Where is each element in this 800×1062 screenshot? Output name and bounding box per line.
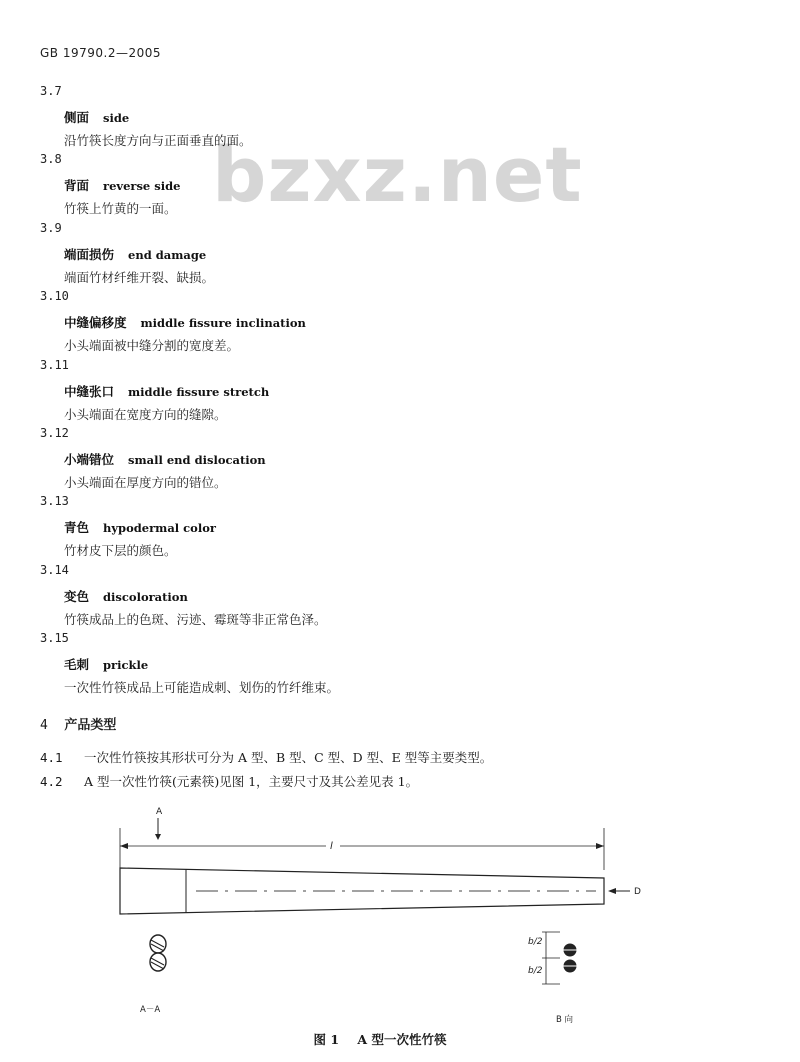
term-heading	[64, 518, 216, 536]
label-view-b: B 向	[556, 1015, 574, 1025]
clause-number: 4.2	[40, 774, 63, 789]
term-entry	[40, 494, 760, 562]
term-en: hypodermal color	[103, 521, 216, 536]
dim-label-bg	[326, 838, 340, 852]
term-definition: 竹筷上竹黄的一面。	[64, 201, 177, 217]
term-heading	[64, 108, 129, 126]
dim-arrow-right	[596, 843, 604, 849]
label-a-top: A	[156, 807, 163, 817]
term-en: small end dislocation	[128, 452, 266, 467]
term-en: discoloration	[103, 589, 188, 604]
dim-arrow-left	[120, 843, 128, 849]
term-heading	[64, 313, 306, 331]
term-definition: 一次性竹筷成品上可能造成刺、划伤的竹纤维束。	[64, 680, 340, 696]
term-number: 3.8	[40, 152, 62, 167]
term-heading	[64, 245, 206, 263]
term-en: middle fissure inclination	[140, 316, 306, 331]
term-definition: 小头端面在厚度方向的错位。	[64, 474, 227, 490]
term-definition: 小头端面在宽度方向的缝隙。	[64, 406, 227, 422]
term-entry	[40, 289, 760, 357]
term-entry	[40, 358, 760, 426]
section-a-a-view	[150, 935, 166, 971]
term-entry	[40, 426, 760, 494]
term-heading	[64, 176, 180, 194]
term-en: side	[103, 111, 130, 125]
clause-number: 4.1	[40, 750, 63, 765]
term-entry	[40, 631, 760, 699]
term-zh: 背面	[64, 178, 90, 194]
term-en: middle fissure stretch	[128, 384, 270, 399]
term-entry	[40, 84, 760, 152]
term-entry	[40, 152, 760, 220]
term-en: end damage	[128, 247, 207, 262]
term-number: 3.7	[40, 84, 62, 98]
term-number: 3.13	[40, 494, 69, 509]
term-definitions	[40, 84, 760, 700]
label-d: D	[634, 887, 641, 897]
view-b	[528, 932, 577, 984]
term-heading	[64, 450, 266, 468]
term-definition: 竹筷成品上的色斑、污迹、霉斑等非正常色泽。	[64, 611, 327, 627]
standard-number: GB 19790.2—2005	[40, 46, 162, 60]
label-section-a-a: A－A	[140, 1005, 161, 1015]
section-number: 4	[40, 718, 48, 733]
term-zh: 中缝张口	[64, 383, 115, 399]
clause-text: 一次性竹筷按其形状可分为 A 型、B 型、C 型、D 型、E 型等主要类型。	[83, 750, 493, 765]
figure-1	[0, 790, 800, 1058]
term-zh: 变色	[64, 588, 90, 604]
watermark: bzxz.net	[212, 130, 583, 219]
term-heading	[64, 382, 269, 400]
term-zh: 毛刺	[64, 657, 90, 673]
d-arrow-head	[608, 888, 616, 894]
dim-b-half-bottom: b/2	[528, 966, 543, 976]
term-heading	[64, 655, 148, 673]
section-title: 产品类型	[64, 718, 117, 733]
term-heading	[64, 587, 188, 605]
chopstick-drawing	[0, 790, 800, 1058]
term-definition: 竹材皮下层的颜色。	[64, 543, 177, 559]
term-definition: 沿竹筷长度方向与正面垂直的面。	[64, 133, 252, 148]
section-4-heading	[40, 714, 116, 733]
term-number: 3.15	[40, 631, 69, 646]
term-number: 3.11	[40, 357, 69, 372]
label-length: l	[330, 841, 333, 852]
term-number: 3.12	[40, 425, 69, 440]
term-definition: 端面竹材纤维开裂、缺损。	[64, 269, 215, 285]
term-number: 3.10	[40, 289, 69, 304]
term-zh: 青色	[64, 520, 90, 536]
clause-4-1	[40, 748, 492, 766]
dim-b-half-top: b/2	[528, 937, 543, 947]
section-arrow-head	[155, 834, 161, 840]
figure-title: A 型一次性竹筷	[357, 1032, 447, 1047]
term-entry	[40, 563, 760, 631]
term-definition: 小头端面被中缝分割的宽度差。	[64, 338, 240, 354]
figure-number: 图 1	[313, 1032, 340, 1047]
term-number: 3.14	[40, 562, 69, 577]
term-entry	[40, 221, 760, 289]
term-zh: 中缝偏移度	[64, 315, 127, 331]
term-en: prickle	[103, 658, 149, 673]
clause-4-2	[40, 772, 418, 790]
term-en: reverse side	[103, 179, 181, 194]
clause-text: A 型一次性竹筷(元素筷)见图 1，主要尺寸及其公差见表 1。	[83, 774, 419, 789]
term-number: 3.9	[40, 220, 62, 235]
figure-caption	[0, 1030, 760, 1048]
term-zh: 侧面	[64, 110, 90, 125]
term-zh: 小端错位	[64, 451, 115, 467]
term-zh: 端面损伤	[64, 246, 115, 262]
